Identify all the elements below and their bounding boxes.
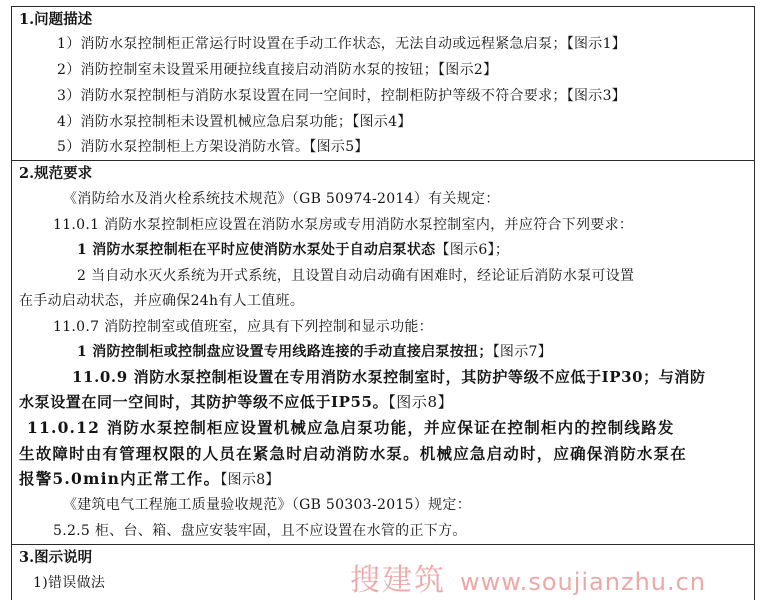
- clause-11-0-12: 11.0.12 消防水泵控制柜应设置机械应急启泵功能，并应保证在控制柜内的控制线路发: [27, 418, 675, 437]
- clause-11-0-1: 11.0.1 消防水泵控制柜应设置在消防水泵房或专用消防水泵控制室内，并应符合下列要求：: [53, 217, 634, 233]
- section1-heading: 1.问题描述: [19, 11, 93, 28]
- section-divider-1: [12, 160, 754, 161]
- diagram-caption-wrong-practice: 1)错误做法: [33, 575, 106, 591]
- problem-item-5: 5）消防水泵控制柜上方架设消防水管。【图示5】: [57, 139, 369, 155]
- problem-item-1: 1）消防水泵控制柜正常运行时设置在手动工作状态，无法自动或远程紧急启泵；【图示1】: [57, 36, 627, 52]
- watermark-brand: 搜建筑: [350, 563, 446, 598]
- standard-title-gb50974: 《消防给水及消火栓系统技术规范》（GB 50974-2014）有关规定：: [63, 191, 500, 207]
- section-divider-2: [12, 544, 754, 545]
- clause-11-0-9: 11.0.9 消防水泵控制柜设置在专用消防水泵控制室时，其防护等级不应低于IP30；与消防: [72, 368, 706, 386]
- watermark-url: www.soujianzhu.cn: [460, 568, 707, 596]
- problem-item-2: 2）消防控制室未设置采用硬拉线直接启动消防水泵的按钮；【图示2】: [57, 62, 498, 78]
- section3-heading: 3.图示说明: [19, 549, 93, 566]
- standard-title-gb50303: 《建筑电气工程施工质量验收规范》（GB 50303-2015）规定：: [63, 497, 472, 513]
- watermark: [350, 555, 706, 599]
- clause-11-0-9-cont: 水泵设置在同一空间时，其防护等级不应低于IP55。【图示8】: [19, 393, 454, 411]
- section2-heading: 2.规范要求: [19, 165, 93, 182]
- clause-5-2-5: 5.2.5 柜、台、箱、盘应安装牢固，且不应设置在水管的正下方。: [53, 523, 467, 539]
- clause-11-0-7: 11.0.7 消防控制室或值班室，应具有下列控制和显示功能：: [53, 319, 433, 335]
- clause-11-0-1-item-2-cont: 在手动启动状态，并应确保24h有人工值班。: [19, 293, 305, 309]
- clause-11-0-12-cont-2: 报警5.0min内正常工作。【图示8】: [19, 469, 280, 488]
- clause-11-0-7-item-1: 1 消防控制柜或控制盘应设置专用线路连接的手动直接启泵按扭；【图示7】: [77, 344, 553, 360]
- clause-11-0-1-item-1: 1 消防水泵控制柜在平时应使消防水泵处于自动启泵状态【图示6】；: [77, 242, 510, 258]
- clause-11-0-12-cont-1: 生故障时由有管理权限的人员在紧急时启动消防水泵。机械应急启动时，应确保消防水泵在: [19, 444, 688, 463]
- problem-item-4: 4）消防水泵控制柜未设置机械应急启泵功能；【图示4】: [57, 114, 412, 130]
- document-table: [11, 6, 755, 600]
- problem-item-3: 3）消防水泵控制柜与消防水泵设置在同一空间时，控制柜防护等级不符合要求；【图示3】: [57, 88, 627, 104]
- clause-11-0-1-item-2: 2 当自动水灭火系统为开式系统，且设置自动启动确有困难时，经论证后消防水泵可设置: [77, 268, 635, 284]
